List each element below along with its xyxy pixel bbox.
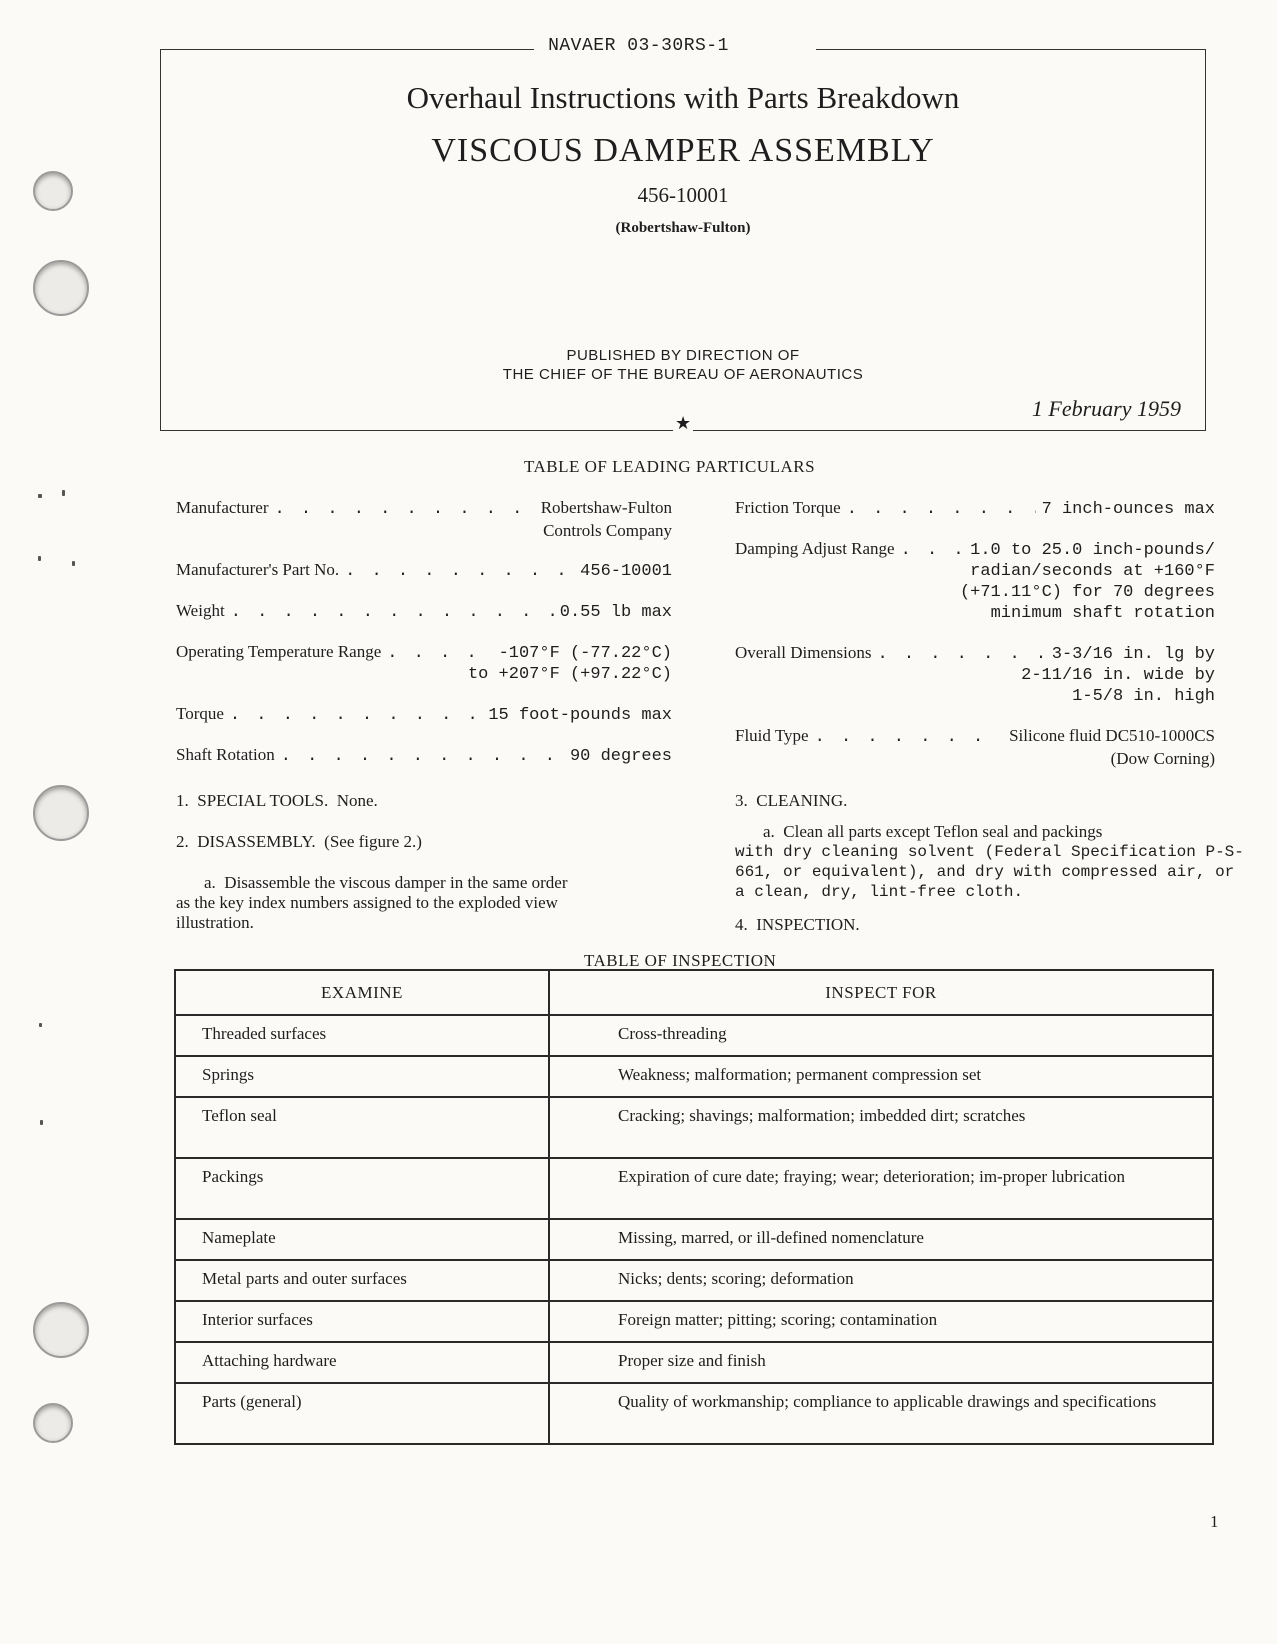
table-row: [175, 1383, 1213, 1444]
particular-label: Damping Adjust Range: [735, 539, 895, 558]
section-cleaning: 3. CLEANING.: [735, 791, 848, 810]
examine-cell: Nameplate: [175, 1219, 549, 1260]
particular-value: Silicone fluid DC510-1000CS: [1009, 726, 1215, 745]
section-special-tools: 1. SPECIAL TOOLS. None.: [176, 791, 378, 810]
particular-value: 90 degrees: [569, 747, 672, 766]
publisher-line-1: PUBLISHED BY DIRECTION OF: [566, 347, 800, 364]
inspect-for-cell: Cross-threading: [549, 1015, 1213, 1056]
particular-value-cont: minimum shaft rotation: [990, 604, 1215, 623]
particular-item: [176, 559, 672, 600]
table-row: [175, 1301, 1213, 1342]
particular-value: 456-10001: [580, 562, 672, 581]
particular-value-cont: 1-5/8 in. high: [1072, 687, 1215, 706]
particular-value: 3-3/16 in. lg by: [1051, 645, 1215, 664]
inspect-for-cell: Cracking; shavings; malformation; imbedded dirt; scratches: [549, 1097, 1213, 1158]
particular-value: 1.0 to 25.0 inch-pounds/: [970, 541, 1215, 560]
inspect-for-cell: Expiration of cure date; fraying; wear; deterioration; im-proper lubrication: [549, 1158, 1213, 1219]
particular-item: [176, 497, 672, 559]
particular-label: Torque: [176, 704, 224, 723]
document-title: Overhaul Instructions with Parts Breakdown: [406, 80, 960, 115]
particular-item: [176, 744, 672, 785]
column-header-inspect-for: INSPECT FOR: [549, 970, 1213, 1015]
examine-cell: Packings: [175, 1158, 549, 1219]
particular-value-cont: (+71.11°C) for 70 degrees: [959, 583, 1215, 602]
column-header-examine: EXAMINE: [175, 970, 549, 1015]
particulars-right-column: [735, 497, 1215, 787]
examine-cell: Springs: [175, 1056, 549, 1097]
inspect-for-cell: Foreign matter; pitting; scoring; contamination: [549, 1301, 1213, 1342]
particular-value-cont: (Dow Corning): [1110, 749, 1215, 768]
particular-value: 15 foot-pounds max: [488, 706, 672, 725]
table-row: [175, 1219, 1213, 1260]
particular-value: 7 inch-ounces max: [1041, 500, 1215, 519]
table-row: [175, 1342, 1213, 1383]
cleaning-paragraph: [735, 822, 1244, 902]
document-number: NAVAER 03-30RS-1: [0, 36, 1277, 56]
inspect-for-cell: Missing, marred, or ill-defined nomenclature: [549, 1219, 1213, 1260]
text-line: 661, or equivalent), and dry with compressed air, or: [735, 863, 1235, 881]
particulars-left-column: [176, 497, 672, 785]
examine-cell: Attaching hardware: [175, 1342, 549, 1383]
particular-item: [735, 642, 1215, 725]
particular-label: Operating Temperature Range: [176, 642, 382, 661]
examine-cell: Parts (general): [175, 1383, 549, 1444]
particular-value-cont: Controls Company: [543, 521, 672, 540]
particular-item: [735, 725, 1215, 787]
table-header-row: [175, 970, 1213, 1015]
particular-item: [176, 641, 672, 703]
binder-hole: [33, 1302, 89, 1358]
publication-date: 1 February 1959: [1031, 396, 1181, 421]
examine-cell: Threaded surfaces: [175, 1015, 549, 1056]
scan-speck: [40, 1120, 43, 1125]
inspect-for-cell: Quality of workmanship; compliance to applicable drawings and specifications: [549, 1383, 1213, 1444]
examine-cell: Metal parts and outer surfaces: [175, 1260, 549, 1301]
section-disassembly: 2. DISASSEMBLY. (See figure 2.): [176, 832, 422, 851]
inspect-for-cell: Nicks; dents; scoring; deformation: [549, 1260, 1213, 1301]
inspection-title: TABLE OF INSPECTION: [584, 951, 777, 970]
publisher-line-2: THE CHIEF OF THE BUREAU OF AERONAUTICS: [502, 366, 864, 383]
page-number: 1: [1210, 1512, 1219, 1531]
inspection-table: [174, 969, 1214, 1445]
part-number: 456-10001: [637, 183, 729, 207]
particular-item: [735, 538, 1215, 642]
particular-label: Shaft Rotation: [176, 745, 275, 764]
section-inspection: 4. INSPECTION.: [735, 915, 860, 934]
assembly-name: VISCOUS DAMPER ASSEMBLY: [431, 132, 935, 169]
particular-label: Weight: [176, 601, 225, 620]
binder-hole: [33, 260, 89, 316]
table-row: [175, 1056, 1213, 1097]
scan-speck: [72, 561, 75, 566]
examine-cell: Interior surfaces: [175, 1301, 549, 1342]
particular-label: Manufacturer's Part No.: [176, 560, 340, 579]
table-row: [175, 1015, 1213, 1056]
particular-label: Friction Torque: [735, 498, 841, 517]
particular-label: Manufacturer: [176, 498, 269, 517]
text-line: a clean, dry, lint-free cloth.: [735, 883, 1024, 901]
scan-speck: [62, 490, 65, 496]
particular-value: -107°F (-77.22°C): [498, 644, 672, 663]
table-row: [175, 1260, 1213, 1301]
particular-value-cont: radian/seconds at +160°F: [970, 562, 1215, 581]
text-line: as the key index numbers assigned to the exploded view: [176, 893, 558, 912]
particular-value-cont: 2-11/16 in. wide by: [1021, 666, 1215, 685]
particular-label: Overall Dimensions: [735, 643, 872, 662]
particulars-title: TABLE OF LEADING PARTICULARS: [524, 457, 816, 476]
particular-item: [176, 703, 672, 744]
table-row: [175, 1158, 1213, 1219]
publisher-statement: [160, 346, 1206, 384]
particular-value: 0.55 lb max: [559, 603, 672, 622]
binder-hole: [33, 1403, 73, 1443]
inspect-for-cell: Weakness; malformation; permanent compression set: [549, 1056, 1213, 1097]
particular-item: [735, 497, 1215, 538]
text-line: illustration.: [176, 913, 254, 932]
scan-speck: [39, 1023, 42, 1027]
binder-hole: [33, 171, 73, 211]
scan-speck: [38, 494, 42, 498]
manufacturer-name: (Robertshaw-Fulton): [615, 220, 751, 236]
particular-item: [176, 600, 672, 641]
disassembly-paragraph: [176, 873, 676, 933]
particular-value-cont: to +207°F (+97.22°C): [467, 665, 672, 684]
particular-value: Robertshaw-Fulton: [540, 498, 672, 517]
examine-cell: Teflon seal: [175, 1097, 549, 1158]
scan-speck: [38, 556, 41, 561]
text-line: a. Clean all parts except Teflon seal and packings: [763, 822, 1103, 841]
text-line: a. Disassemble the viscous damper in the same order: [204, 873, 568, 892]
particular-label: Fluid Type: [735, 726, 809, 745]
binder-hole: [33, 785, 89, 841]
star-icon: ★: [675, 413, 692, 433]
table-row: [175, 1097, 1213, 1158]
inspect-for-cell: Proper size and finish: [549, 1342, 1213, 1383]
text-line: with dry cleaning solvent (Federal Specification P-S-: [735, 843, 1244, 861]
